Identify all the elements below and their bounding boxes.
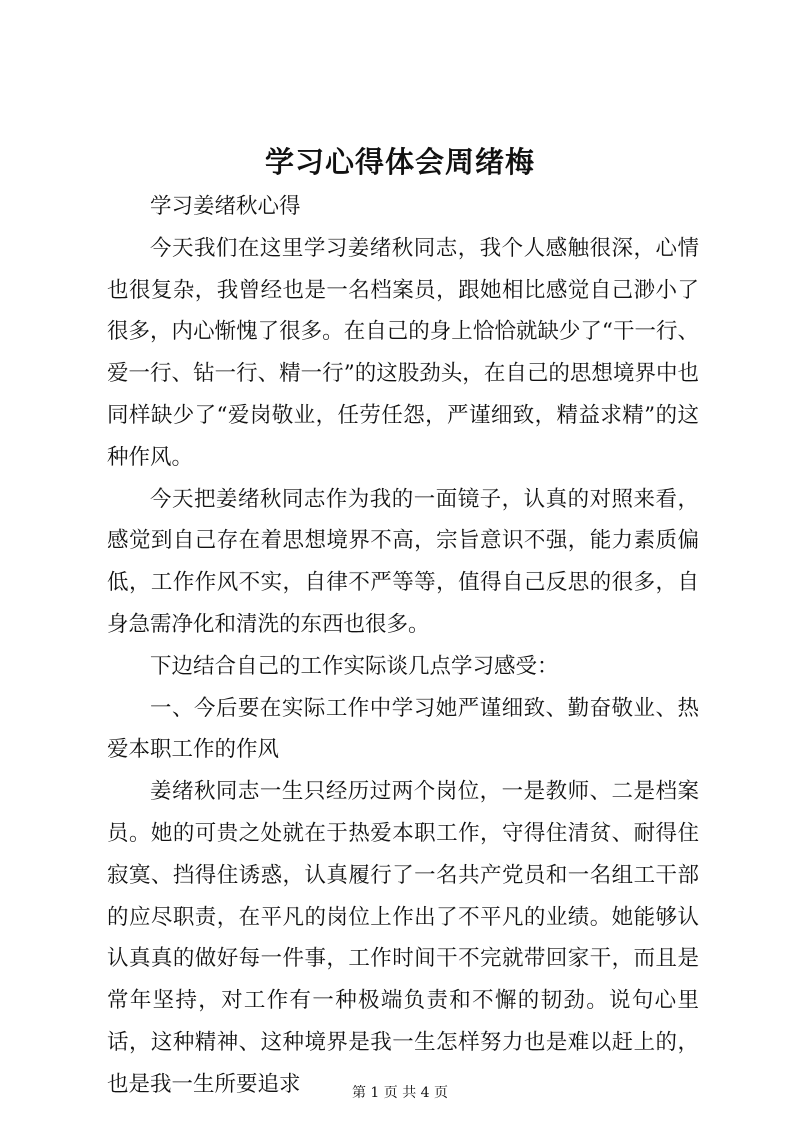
section-heading: 一、今后要在实际工作中学习她严谨细致、勤奋敬业、热爱本职工作的作风 xyxy=(107,695,699,763)
paragraph: 下边结合自己的工作实际谈几点学习感受： xyxy=(150,653,559,679)
page-footer: 第 1 页 共 4 页 xyxy=(351,1085,449,1101)
document-title: 学习心得体会周绪梅 xyxy=(264,145,535,179)
paragraph-subtitle: 学习姜绪秋心得 xyxy=(150,194,301,219)
paragraph: 今天我们在这里学习姜绪秋同志，我个人感触很深，心情也很复杂，我曾经也是一名档案员，跟她相比感觉自己渺小了很多，内心惭愧了很多。在自己的身上恰恰就缺少了“干一行、爱一行、钻一行、精一行”的这股劲头，在自己的思想境界中也同样缺少了“爱岗敬业，任劳任怨，严谨细致，精益求精”的这种作风。 xyxy=(107,235,699,470)
paragraph: 姜绪秋同志一生只经历过两个岗位，一是教师、二是档案员。她的可贵之处就在于热爱本职工作，守得住清贫、耐得住寂寞、挡得住诱惑，认真履行了一名共产党员和一名组工干部的应尽职责，在平凡的岗位上作出了不平凡的业绩。她能够认认真真的做好每一件事，工作时间干不完就带回家干，而且是常年坚持，对工作有一种极端负责和不懈的韧劲。说句心里话，这种精神、这种境界是我一生怎样努力也是难以赶上的，也是我一生所要追求 xyxy=(107,779,699,1097)
paragraph: 今天把姜绪秋同志作为我的一面镜子，认真的对照来看，感觉到自己存在着思想境界不高，宗旨意识不强，能力素质偏低，工作作风不实，自律不严等等，值得自己反思的很多，自身急需净化和清洗的东西也很多。 xyxy=(107,486,699,637)
document-body xyxy=(107,186,699,1106)
